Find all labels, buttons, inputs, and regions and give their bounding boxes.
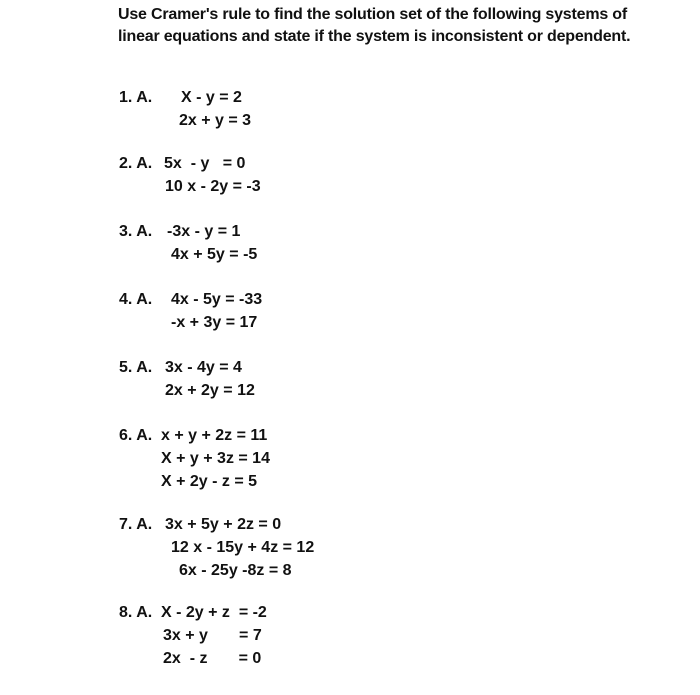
equation: 4x - 5y = -33 <box>171 291 263 308</box>
problem-label: 6. A. <box>119 427 153 444</box>
instructions-line-1: Use Cramer's rule to find the solution set of the following systems of <box>118 6 627 23</box>
equation: 3x + 5y + 2z = 0 <box>165 516 282 533</box>
equation: 3x + y = 7 <box>163 627 262 644</box>
problem-label: 4. A. <box>119 291 153 308</box>
equation: 2x + 2y = 12 <box>165 382 255 399</box>
problem-8 <box>119 601 267 670</box>
equation: -x + 3y = 17 <box>171 314 258 331</box>
equation: -3x - y = 1 <box>167 223 241 240</box>
equation: X - y = 2 <box>181 89 242 106</box>
equation: 3x - 4y = 4 <box>165 359 242 376</box>
problem-4 <box>119 288 262 334</box>
equation: X + y + 3z = 14 <box>161 450 270 467</box>
problem-1 <box>119 86 251 132</box>
equation: 4x + 5y = -5 <box>171 246 258 263</box>
instructions-text <box>118 4 678 48</box>
equation: X - 2y + z = -2 <box>161 604 267 621</box>
equation: 2x + y = 3 <box>179 112 252 129</box>
problem-5 <box>119 356 255 402</box>
equation: x + y + 2z = 11 <box>161 427 268 444</box>
problem-2 <box>119 152 261 198</box>
problem-label: 3. A. <box>119 223 153 240</box>
equation: 6x - 25y -8z = 8 <box>179 562 292 579</box>
equation: 12 x - 15y + 4z = 12 <box>171 539 315 556</box>
problem-7 <box>119 513 314 582</box>
problem-6 <box>119 424 270 493</box>
equation: 5x - y = 0 <box>164 155 246 172</box>
problem-label: 8. A. <box>119 604 153 621</box>
equation: X + 2y - z = 5 <box>161 473 258 490</box>
problem-label: 5. A. <box>119 359 153 376</box>
instructions-line-2: linear equations and state if the system is inconsistent or dependent. <box>118 28 631 45</box>
equation: 10 x - 2y = -3 <box>165 178 261 195</box>
problem-3 <box>119 220 257 266</box>
problem-label: 1. A. <box>119 89 153 106</box>
problem-label: 2. A. <box>119 155 153 172</box>
problem-label: 7. A. <box>119 516 153 533</box>
equation: 2x - z = 0 <box>163 650 262 667</box>
